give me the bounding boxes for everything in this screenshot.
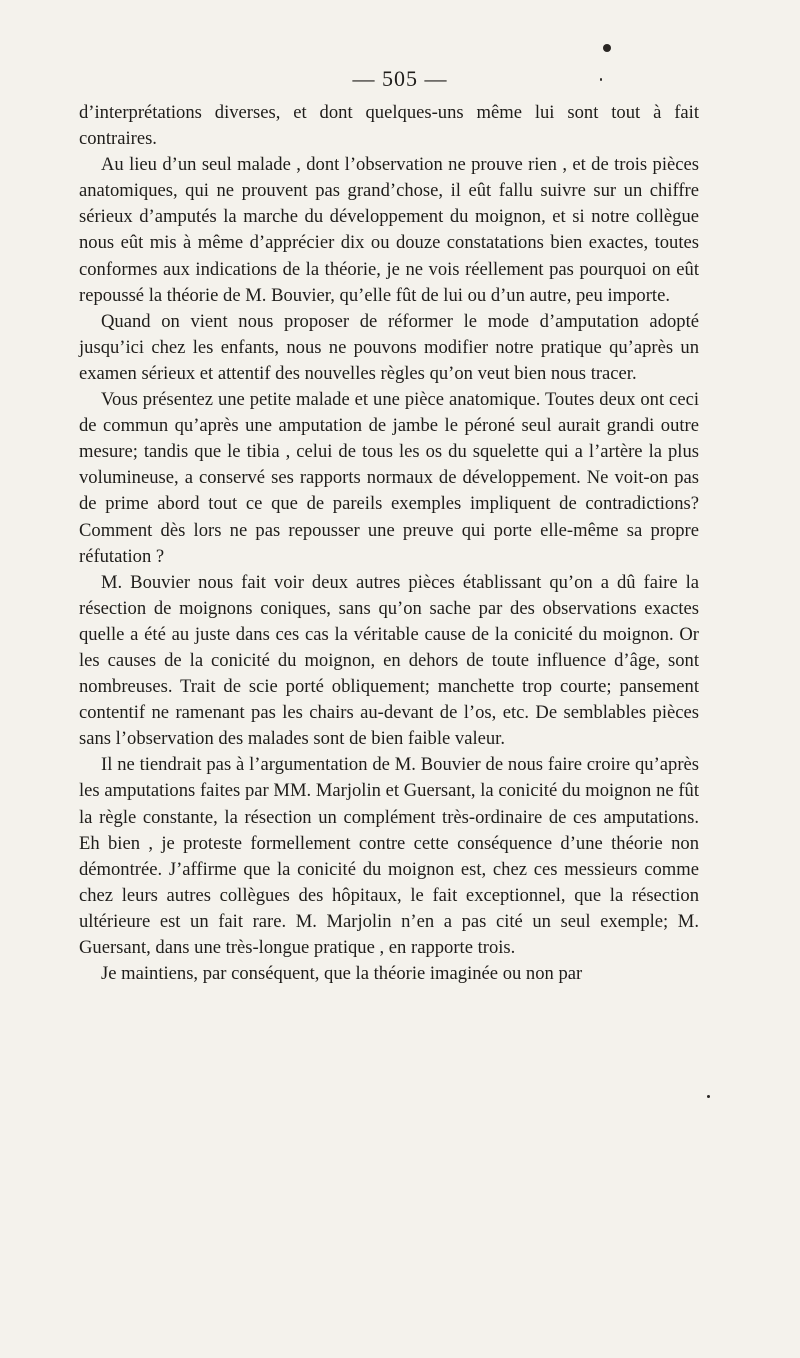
ink-speck (600, 78, 602, 81)
ink-speck (603, 44, 611, 52)
page-number: — 505 — (352, 66, 448, 91)
paragraph-1: d’interprétations diverses, et dont quelques-uns même lui sont tout à fait contraires. (79, 102, 699, 150)
paragraph-5: M. Bouvier nous fait voir deux autres pièces établissant qu’on a dû faire la résection de moignons coniques, sans qu’on sache par des observations exactes quelle a été au juste dans ces cas la véritable cause de la conicité du moignon. Or les causes de la conicité du moignon, en dehors de toute influence d’âge, sont nombreuses. Trait de scie porté obliquement; manchette trop courte; pansement contentif ne ramenant pas les chairs au-devant de l’os, etc. De semblables pièces sans l’observation des malades sont de bien faible valeur. (79, 571, 699, 750)
ink-speck (707, 1095, 710, 1098)
paragraph-3: Quand on vient nous proposer de réformer le mode d’amputation adopté jusqu’ici chez les enfants, nous ne pouvons modifier notre pratique qu’après un examen sérieux et attentif des nouvelles règles qu’on veut bien nous tracer. (79, 310, 699, 384)
paragraph-4: Vous présentez une petite malade et une pièce anatomique. Toutes deux ont ceci de commun qu’après une amputation de jambe le péroné seul aurait grandi outre mesure; tandis que le tibia , celui de tous les os du squelette qui a l’artère la plus volumineuse, a conservé ses rapports normaux de développement. Ne voit-on pas de prime abord tout ce que de pareils exemples impliquent de contradictions? Comment dès lors ne pas repousser une preuve qui porte elle-même sa propre réfutation ? (79, 389, 699, 567)
paragraph-2: Au lieu d’un seul malade , dont l’observation ne prouve rien , et de trois pièces anatomiques, qui ne prouvent pas grand’chose, il eût fallu suivre sur un chiffre sérieux d’amputés la marche du développement du moignon, et si notre collègue nous eût mis à même d’apprécier dix ou douze constatations bien exactes, toutes conformes aux indications de la théorie, je ne vois réellement pas pourquoi on eût repoussé la théorie de M. Bouvier, qu’elle fût de lui ou d’un autre, peu importe. (79, 154, 699, 306)
body-text (79, 100, 699, 987)
paragraph-6: Il ne tiendrait pas à l’argumentation de M. Bouvier de nous faire croire qu’après les amputations faites par MM. Marjolin et Guersant, la conicité du moignon ne fût la règle constante, la résection un complément très-ordinaire de ces amputations. Eh bien , je proteste formellement contre cette conséquence d’une théorie non démontrée. J’affirme que la conicité du moignon est, chez ces messieurs comme chez leurs autres collègues des hôpitaux, le fait exceptionnel, que la résection ultérieure est un fait rare. M. Marjolin n’en a pas cité un seul exemple; M. Guersant, dans une très-longue pratique , en rapporte trois. (79, 754, 699, 958)
paragraph-7: Je maintiens, par conséquent, que la théorie imaginée ou non par (101, 963, 583, 985)
